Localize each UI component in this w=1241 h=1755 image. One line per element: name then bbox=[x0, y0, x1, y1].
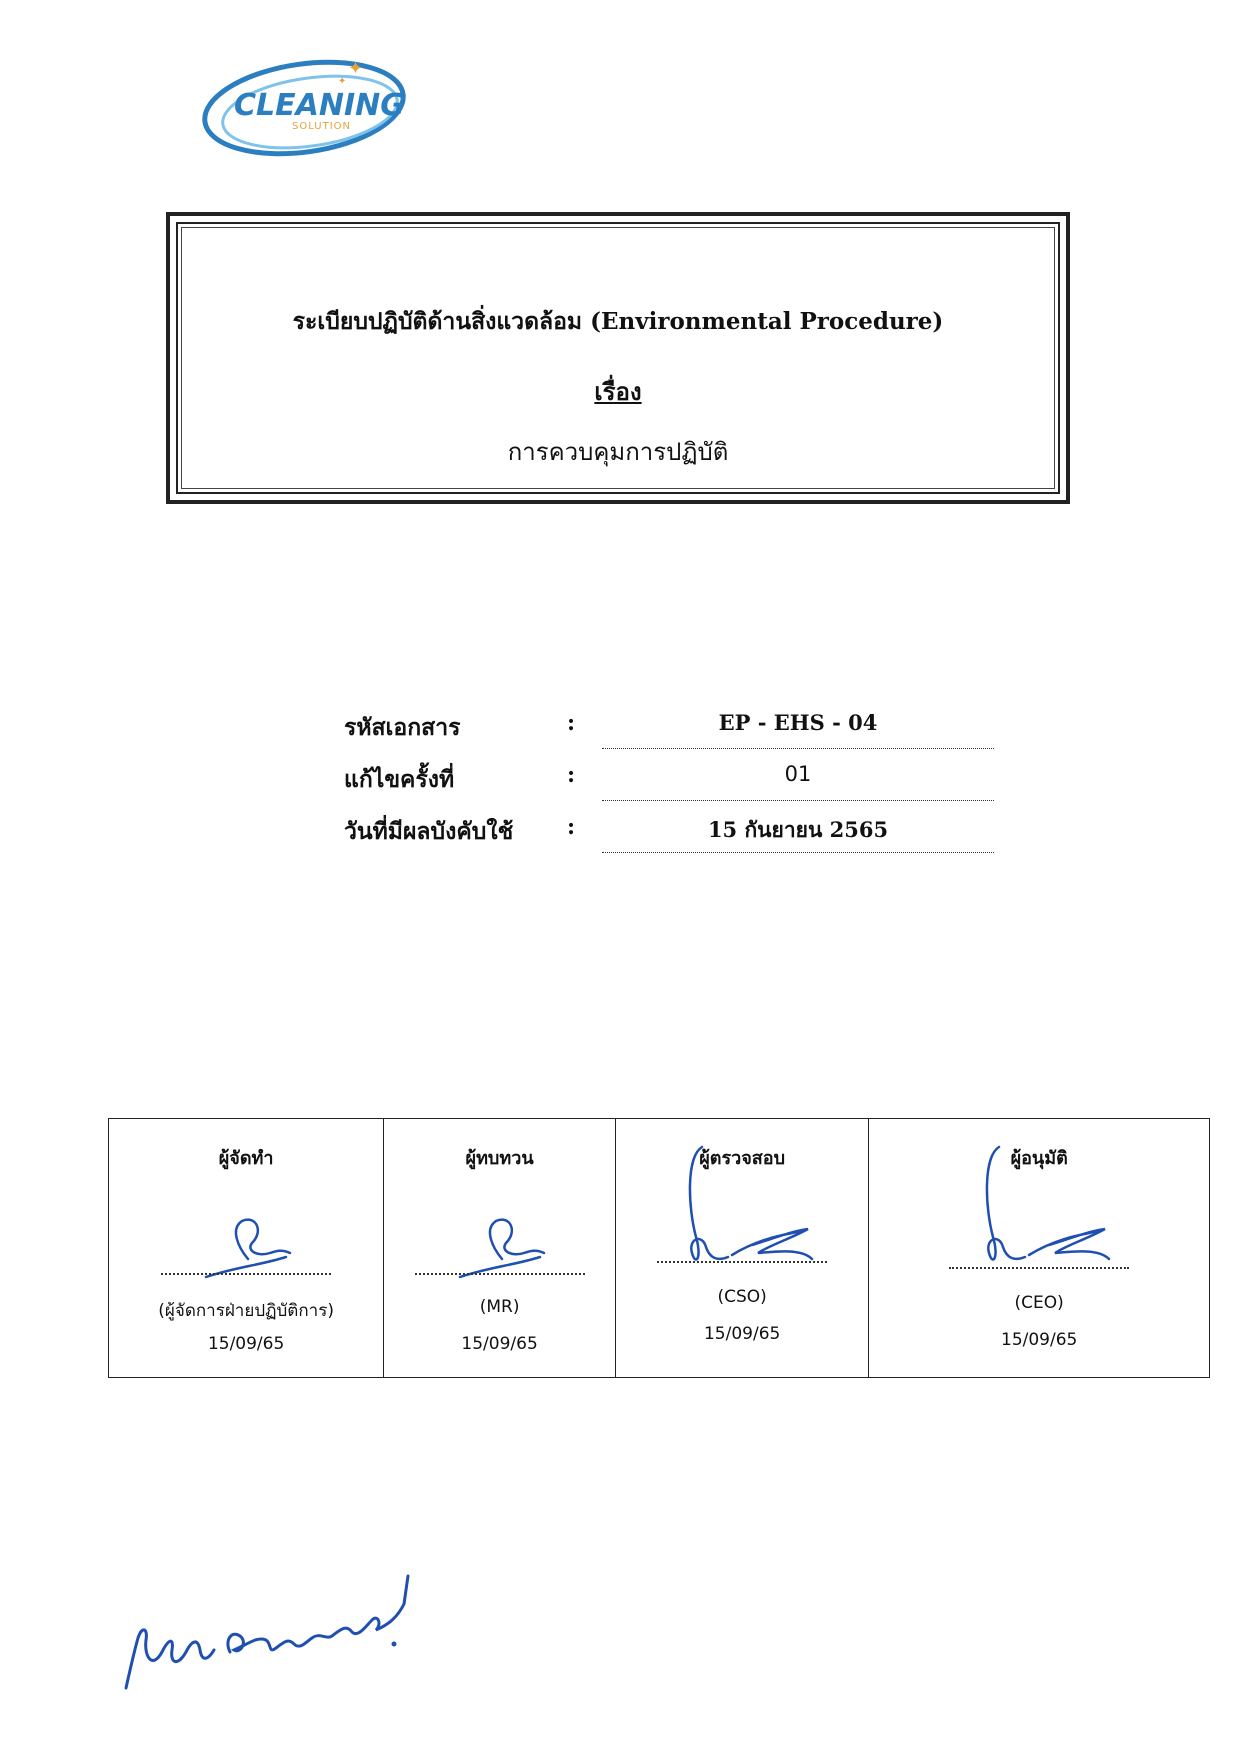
sign-date: 15/09/65 bbox=[703, 1324, 781, 1344]
title-box-inner-border bbox=[176, 222, 1060, 494]
info-label: รหัสเอกสาร bbox=[344, 714, 461, 741]
signature-image bbox=[420, 1187, 580, 1287]
sign-date: 15/09/65 bbox=[461, 1334, 538, 1354]
dotted-line bbox=[602, 800, 994, 801]
svg-text:✦: ✦ bbox=[338, 76, 347, 87]
info-value: 01 bbox=[784, 762, 812, 786]
approval-cell-inspector bbox=[615, 1119, 868, 1378]
info-value: 15 กันยายน 2565 bbox=[707, 817, 889, 842]
title-box bbox=[166, 212, 1070, 504]
sign-date: 15/09/65 bbox=[1001, 1330, 1078, 1350]
info-row-doc-code bbox=[344, 710, 994, 750]
position-label: (CSO) bbox=[717, 1287, 767, 1307]
info-colon: : bbox=[567, 814, 576, 840]
svg-text:✦: ✦ bbox=[348, 58, 364, 79]
position-label: (MR) bbox=[479, 1297, 520, 1317]
signature-image bbox=[662, 1127, 822, 1277]
info-label: วันที่มีผลบังคับใช้ bbox=[344, 818, 514, 845]
signature-line bbox=[161, 1273, 331, 1275]
signature-line bbox=[949, 1267, 1129, 1269]
dotted-line bbox=[602, 748, 994, 749]
signature-line bbox=[415, 1273, 585, 1275]
info-row-revision bbox=[344, 762, 994, 802]
subject-text: การควบคุมการปฏิบัติ bbox=[507, 438, 729, 466]
role-label: ผู้อนุมัติ bbox=[1010, 1148, 1068, 1169]
info-label: แก้ไขครั้งที่ bbox=[344, 766, 455, 793]
position-label: (CEO) bbox=[1014, 1293, 1064, 1313]
role-label: ผู้ทบทวน bbox=[465, 1148, 534, 1169]
approval-table bbox=[108, 1118, 1210, 1378]
subject-heading: เรื่อง bbox=[594, 377, 642, 406]
approval-cell-preparer bbox=[109, 1119, 384, 1378]
logo-sub-text: SOLUTION bbox=[292, 121, 352, 132]
position-label: (ผู้จัดการฝ่ายปฏิบัติการ) bbox=[158, 1301, 334, 1321]
handwritten-signature bbox=[108, 1520, 438, 1720]
approval-cell-reviewer bbox=[384, 1119, 616, 1378]
document-title: ระเบียบปฏิบัติด้านสิ่งแวดล้อม (Environmental Procedure) bbox=[292, 308, 944, 335]
signature-image bbox=[959, 1127, 1119, 1277]
role-label: ผู้ตรวจสอบ bbox=[699, 1148, 786, 1169]
sign-date: 15/09/65 bbox=[207, 1334, 285, 1354]
info-value: EP - EHS - 04 bbox=[718, 710, 878, 735]
approval-cell-approver bbox=[869, 1119, 1210, 1378]
signature-image bbox=[166, 1187, 326, 1287]
signature-line bbox=[657, 1261, 827, 1263]
role-label: ผู้จัดทำ bbox=[218, 1148, 274, 1169]
dotted-line bbox=[602, 852, 994, 853]
company-logo bbox=[200, 52, 410, 160]
title-box-inner-border-2 bbox=[181, 227, 1055, 489]
info-row-effective-date bbox=[344, 814, 994, 854]
info-colon: : bbox=[567, 710, 576, 736]
logo-brand-text: CLEANING bbox=[234, 88, 405, 123]
info-colon: : bbox=[567, 762, 576, 788]
